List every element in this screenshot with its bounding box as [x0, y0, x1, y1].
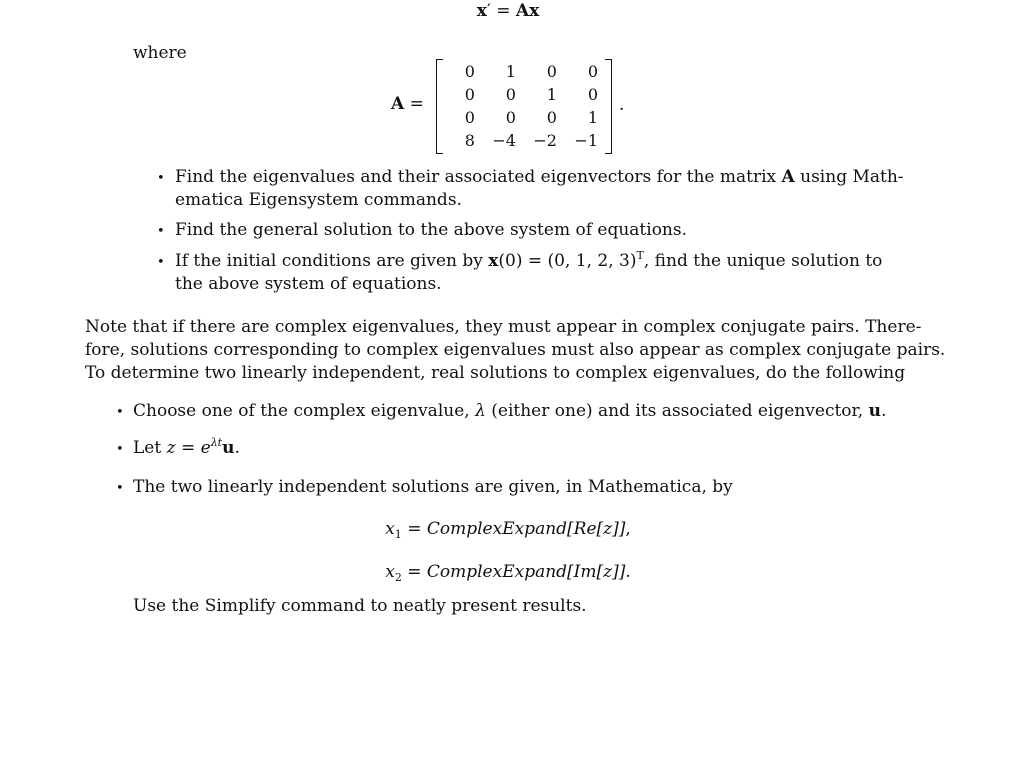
- matrix-label: [391, 93, 424, 116]
- step-text: .: [880, 401, 887, 421]
- vector-x-bold: x: [488, 251, 499, 271]
- exponent: λt: [210, 436, 223, 449]
- matrix-cell: 0: [587, 62, 598, 81]
- matrix-cell: −2: [533, 131, 557, 150]
- exponential-base: = e: [175, 438, 211, 458]
- matrix-cell: 8: [464, 131, 475, 150]
- solution-subscript: 2: [394, 571, 402, 584]
- matrix-cell: −1: [574, 131, 598, 150]
- matrix-cell: 0: [546, 108, 557, 127]
- punctuation: ,: [625, 519, 631, 539]
- bullet-icon: •: [157, 255, 165, 270]
- step-text: .: [234, 438, 240, 458]
- solution-var: x: [385, 519, 395, 539]
- solution-subscript: 1: [394, 528, 402, 541]
- matrix-row: [444, 60, 604, 83]
- lambda-symbol: λ: [475, 401, 486, 421]
- bullet-icon: •: [157, 224, 165, 239]
- task-item-1-cont: ematica Eigensystem commands.: [175, 190, 462, 210]
- prime-mark: ′: [486, 1, 491, 21]
- matrix-cell: −4: [492, 131, 516, 150]
- vector-x-bold: x: [476, 1, 487, 21]
- matrix-cell: 0: [464, 85, 475, 104]
- equals-sign: =: [401, 562, 427, 582]
- matrix-row: [444, 83, 604, 106]
- solution-x2: [0, 561, 1016, 584]
- matrix-equals: =: [404, 94, 424, 114]
- task-item-3: [175, 250, 882, 273]
- bullet-icon: •: [116, 481, 124, 496]
- matrix-row: [444, 106, 604, 129]
- matrix-grid: [444, 60, 604, 152]
- simplify-note: Use the Simplify command to neatly present results.: [133, 596, 587, 616]
- matrix-cell: 1: [546, 85, 557, 104]
- where-label: where: [133, 43, 187, 63]
- initial-condition: (0) = (0, 1, 2, 3): [498, 251, 637, 271]
- step-text: (either one) and its associated eigenvector,: [485, 401, 869, 421]
- eigenvector-u-bold: u: [868, 401, 881, 421]
- matrix-product-ax: Ax: [515, 1, 540, 21]
- note-line-3: To determine two linearly independent, real solutions to complex eigenvalues, do the following: [85, 363, 906, 383]
- matrix-ref-bold: A: [781, 167, 795, 187]
- matrix-cell: 1: [505, 62, 516, 81]
- task-text: using Math-: [794, 167, 904, 187]
- step-item-3: The two linearly independent solutions are given, in Mathematica, by: [133, 477, 733, 497]
- bullet-icon: •: [116, 442, 124, 457]
- task-item-3-cont: the above system of equations.: [175, 274, 442, 294]
- matrix-period: .: [619, 95, 625, 115]
- z-variable: z: [166, 438, 176, 458]
- system-equation: [0, 0, 1016, 22]
- step-text: Choose one of the complex eigenvalue,: [133, 401, 476, 421]
- task-item-2: Find the general solution to the above system of equations.: [175, 220, 688, 240]
- note-line-2: fore, solutions corresponding to complex eigenvalues must also appear as complex conjugate pairs.: [85, 340, 946, 360]
- eigenvector-u-bold: u: [222, 438, 235, 458]
- matrix-a: [436, 59, 612, 152]
- matrix-cell: 0: [505, 85, 516, 104]
- matrix-cell: 1: [587, 108, 598, 127]
- bullet-icon: •: [157, 171, 165, 186]
- solution-var: x: [385, 562, 395, 582]
- equals-sign: =: [490, 1, 516, 21]
- punctuation: .: [625, 562, 631, 582]
- matrix-cell: 0: [505, 108, 516, 127]
- task-text: If the initial conditions are given by: [175, 251, 489, 271]
- transpose-superscript: T: [636, 249, 644, 262]
- solution-expression: ComplexExpand[Re[z]]: [426, 519, 626, 539]
- bullet-icon: •: [116, 405, 124, 420]
- solution-expression: ComplexExpand[Im[z]]: [426, 562, 626, 582]
- matrix-cell: 0: [464, 108, 475, 127]
- task-text: Find the eigenvalues and their associated eigenvectors for the matrix: [175, 167, 782, 187]
- step-item-2: [133, 437, 240, 460]
- matrix-cell: 0: [546, 62, 557, 81]
- matrix-right-bracket: [605, 59, 612, 154]
- task-item-1: [175, 166, 904, 189]
- solution-x1: [0, 518, 1016, 541]
- step-item-1: [133, 400, 886, 423]
- matrix-name: A: [391, 94, 405, 114]
- step-text: Let: [133, 438, 167, 458]
- matrix-cell: 0: [464, 62, 475, 81]
- note-line-1: Note that if there are complex eigenvalues, they must appear in complex conjugate pairs. There-: [85, 317, 922, 337]
- equals-sign: =: [401, 519, 427, 539]
- matrix-left-bracket: [436, 59, 443, 154]
- matrix-row: [444, 129, 604, 152]
- task-text: , find the unique solution to: [643, 251, 883, 271]
- matrix-cell: 0: [587, 85, 598, 104]
